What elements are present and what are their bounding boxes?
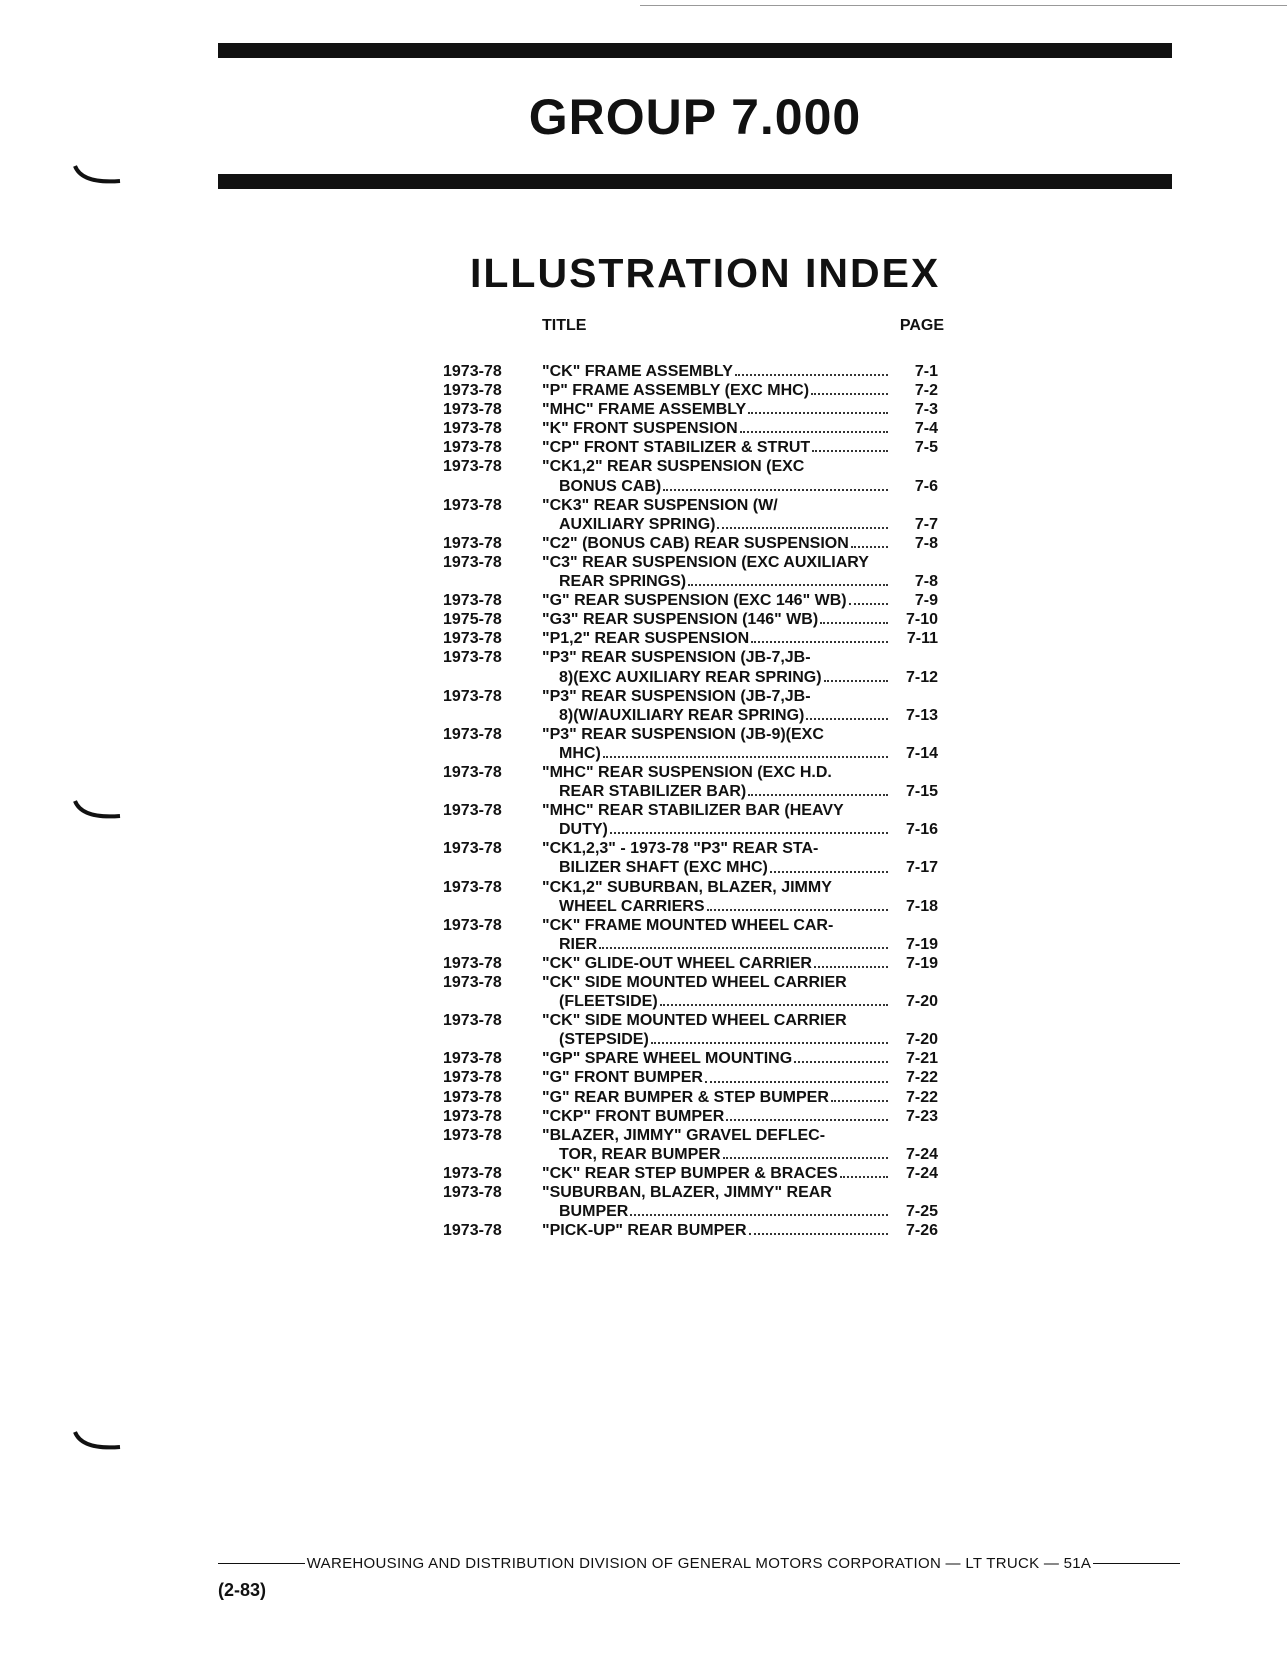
index-entry: [443, 1183, 983, 1221]
entry-title-text: DUTY): [559, 821, 608, 839]
entry-year: 1973-78: [443, 534, 502, 552]
entry-year: 1973-78: [443, 687, 502, 705]
entry-title-line: [542, 629, 892, 648]
entry-title-text: BILIZER SHAFT (EXC MHC): [559, 859, 768, 877]
entry-title-line: [542, 858, 892, 877]
entry-year: 1973-78: [443, 439, 502, 457]
dot-leader: [610, 820, 888, 834]
index-entry: [443, 916, 983, 954]
entry-title-text: "CK" GLIDE-OUT WHEEL CARRIER: [542, 954, 812, 972]
dot-leader: [660, 992, 888, 1006]
entry-year: 1973-78: [443, 592, 502, 610]
entry-title-line: [542, 820, 892, 839]
entry-title: [542, 916, 892, 954]
entry-title-line: [542, 1183, 892, 1202]
entry-title-text: "MHC" REAR SUSPENSION (EXC H.D.: [542, 763, 832, 781]
entry-title-line: [542, 419, 892, 438]
entry-page-number: 7-1: [914, 363, 938, 380]
entry-title-text: 8)(W/AUXILIARY REAR SPRING): [559, 706, 805, 724]
entry-title-text: "G3" REAR SUSPENSION (146" WB): [542, 611, 819, 629]
index-entry: [443, 381, 983, 400]
entry-title-text: AUXILIARY SPRING): [559, 515, 716, 533]
entry-page-number: 7-22: [905, 1069, 938, 1087]
dot-leader: [723, 1145, 889, 1159]
entry-title-line: [542, 438, 892, 457]
entry-year: 1973-78: [443, 916, 502, 934]
index-entry: [443, 1126, 983, 1164]
entry-title-text: "P3" REAR SUSPENSION (JB-9)(EXC: [542, 725, 824, 743]
entry-title-line: [542, 1164, 892, 1183]
entry-title-line: [542, 648, 892, 667]
entry-year: 1975-78: [443, 611, 502, 629]
binder-hook-mark: [72, 1430, 124, 1452]
entry-page-number: 7-12: [905, 668, 938, 686]
entry-page-number: 7-24: [905, 1164, 938, 1182]
entry-title-line: [542, 1068, 892, 1087]
entry-title-line: [542, 515, 892, 534]
entry-title-line: [542, 687, 892, 706]
dot-leader: [630, 1202, 888, 1216]
index-entry: [443, 763, 983, 801]
entry-title-text: "MHC" REAR STABILIZER BAR (HEAVY: [542, 802, 844, 820]
entry-title-text: WHEEL CARRIERS: [559, 897, 705, 915]
index-entry: [443, 438, 983, 457]
page-column-header: PAGE: [899, 317, 944, 334]
entry-title-line: [542, 400, 892, 419]
entry-title: [542, 1107, 892, 1126]
entry-title: [542, 400, 892, 419]
dot-leader: [770, 858, 888, 872]
entry-year: 1973-78: [443, 363, 502, 380]
dot-leader: [831, 1088, 888, 1102]
dot-leader: [735, 362, 888, 376]
entry-title-text: "CK1,2,3" - 1973-78 "P3" REAR STA-: [542, 840, 819, 858]
index-entry: [443, 648, 983, 686]
entry-page-number: 7-25: [905, 1203, 938, 1221]
index-entry: [443, 400, 983, 419]
entry-title: [542, 419, 892, 438]
dot-leader: [717, 515, 888, 529]
entry-title-line: [542, 668, 892, 687]
entry-page-number: 7-21: [905, 1050, 938, 1068]
entry-title: [542, 801, 892, 839]
entry-title-line: [542, 897, 892, 916]
entry-title: [542, 553, 892, 591]
entry-title: [542, 534, 892, 553]
index-entry: [443, 610, 983, 629]
title-column-header: TITLE: [542, 317, 587, 334]
entry-year: 1973-78: [443, 382, 502, 400]
dot-leader: [740, 419, 888, 433]
entry-title-line: [542, 878, 892, 897]
index-entry: [443, 973, 983, 1011]
entry-title: [542, 648, 892, 686]
entry-title: [542, 1049, 892, 1068]
entry-title: [542, 725, 892, 763]
entry-page-number: 7-22: [905, 1088, 938, 1106]
entry-title-text: "CK1,2" REAR SUSPENSION (EXC: [542, 458, 805, 476]
dot-leader: [663, 477, 888, 491]
entry-year: 1973-78: [443, 1164, 502, 1182]
entry-title-line: [542, 954, 892, 973]
index-title: ILLUSTRATION INDEX: [470, 250, 941, 296]
entry-year: 1973-78: [443, 553, 502, 571]
entry-title: [542, 1221, 892, 1240]
entry-title-text: "CK" SIDE MOUNTED WHEEL CARRIER: [542, 1012, 847, 1030]
entry-title: [542, 496, 892, 534]
entry-title-line: [542, 935, 892, 954]
dot-leader: [707, 897, 889, 911]
index-entry: [443, 629, 983, 648]
entry-title-text: "MHC" FRAME ASSEMBLY: [542, 401, 747, 419]
index-entry: [443, 496, 983, 534]
entry-year: 1973-78: [443, 1050, 502, 1068]
entry-title-line: [542, 496, 892, 515]
entry-title-text: RIER: [559, 935, 598, 953]
dot-leader: [599, 935, 888, 949]
binder-hook-mark: [72, 164, 124, 186]
index-entry: [443, 1164, 983, 1183]
entry-title-line: [542, 1088, 892, 1107]
index-entries: [443, 362, 983, 1240]
top-edge-rule: [640, 5, 1287, 6]
entry-title-line: [542, 1049, 892, 1068]
entry-year: 1973-78: [443, 401, 502, 419]
dot-leader: [849, 591, 888, 605]
entry-title: [542, 1088, 892, 1107]
entry-page-number: 7-16: [905, 821, 938, 839]
entry-title-line: [542, 992, 892, 1011]
footer-code: (2-83): [218, 1580, 267, 1600]
entry-title-line: [542, 706, 892, 725]
entry-title-text: "G" REAR SUSPENSION (EXC 146" WB): [542, 592, 847, 610]
entry-title: [542, 878, 892, 916]
entry-title: [542, 954, 892, 973]
entry-title-text: BONUS CAB): [559, 477, 662, 495]
entry-title-text: "GP" SPARE WHEEL MOUNTING: [542, 1050, 793, 1068]
dot-leader: [812, 438, 888, 452]
entry-year: 1973-78: [443, 763, 502, 781]
index-entry: [443, 362, 983, 381]
entry-title-text: "CK" FRAME MOUNTED WHEEL CAR-: [542, 916, 834, 934]
entry-title-line: [542, 1011, 892, 1030]
entry-title-text: REAR SPRINGS): [559, 573, 687, 591]
dot-leader: [751, 629, 888, 643]
entry-title-text: "PICK-UP" REAR BUMPER: [542, 1222, 747, 1240]
entry-page-number: 7-2: [914, 382, 938, 400]
index-entry: [443, 534, 983, 553]
entry-title-text: "G" FRONT BUMPER: [542, 1069, 703, 1087]
entry-year: 1973-78: [443, 1069, 502, 1087]
entry-title-line: [542, 1107, 892, 1126]
entry-page-number: 7-23: [905, 1107, 938, 1125]
entry-page-number: 7-6: [914, 477, 938, 495]
entry-year: 1973-78: [443, 496, 502, 514]
entry-title-line: [542, 457, 892, 476]
entry-page-number: 7-8: [914, 573, 938, 591]
entry-page-number: 7-13: [905, 706, 938, 724]
entry-page-number: 7-18: [905, 897, 938, 915]
entry-title-line: [542, 534, 892, 553]
entry-title: [542, 1126, 892, 1164]
entry-title-text: "P1,2" REAR SUSPENSION: [542, 630, 750, 648]
entry-year: 1973-78: [443, 974, 502, 991]
entry-year: 1973-78: [443, 1107, 502, 1125]
entry-title-text: "BLAZER, JIMMY" GRAVEL DEFLEC-: [542, 1126, 826, 1144]
bottom-heavy-rule: [218, 174, 1172, 189]
entry-title-line: [542, 381, 892, 400]
footer: [218, 1555, 1180, 1572]
entry-title-text: "CK3" REAR SUSPENSION (W/: [542, 496, 778, 514]
dot-leader: [705, 1068, 888, 1082]
entry-title-line: [542, 553, 892, 572]
entry-page-number: 7-19: [905, 935, 938, 953]
dot-leader: [820, 610, 888, 624]
index-entry: [443, 419, 983, 438]
entry-title: [542, 687, 892, 725]
entry-page-number: 7-3: [914, 401, 938, 419]
entry-title-text: TOR, REAR BUMPER: [559, 1145, 721, 1163]
index-entry: [443, 839, 983, 877]
entry-title-text: "P3" REAR SUSPENSION (JB-7,JB-: [542, 687, 811, 705]
entry-page-number: 7-20: [905, 993, 938, 1011]
entry-page-number: 7-20: [905, 1031, 938, 1049]
entry-page-number: 7-19: [905, 954, 938, 972]
dot-leader: [726, 1107, 888, 1121]
entry-title-text: "CK" SIDE MOUNTED WHEEL CARRIER: [542, 974, 847, 991]
index-entry: [443, 1221, 983, 1240]
entry-year: 1973-78: [443, 840, 502, 858]
entry-year: 1973-78: [443, 1012, 502, 1030]
entry-year: 1973-78: [443, 420, 502, 438]
entry-title: [542, 591, 892, 610]
entry-title-line: [542, 1030, 892, 1049]
entry-title-line: [542, 591, 892, 610]
entry-year: 1973-78: [443, 1126, 502, 1144]
index-entry: [443, 591, 983, 610]
entry-title: [542, 839, 892, 877]
entry-year: 1973-78: [443, 802, 502, 820]
entry-year: 1973-78: [443, 1088, 502, 1106]
entry-title-line: [542, 801, 892, 820]
entry-title-text: "G" REAR BUMPER & STEP BUMPER: [542, 1088, 829, 1106]
entry-title-line: [542, 763, 892, 782]
entry-title-text: REAR STABILIZER BAR): [559, 783, 747, 801]
entry-page-number: 7-5: [914, 439, 938, 457]
entry-title-line: [542, 362, 892, 381]
footer-text: WAREHOUSING AND DISTRIBUTION DIVISION OF GENERAL MOTORS CORPORATION — LT TRUCK — 51A: [306, 1555, 1092, 1572]
entry-title-line: [542, 839, 892, 858]
dot-leader: [840, 1164, 888, 1178]
entry-page-number: 7-4: [914, 420, 938, 438]
group-title: GROUP 7.000: [528, 89, 862, 145]
entry-page-number: 7-26: [905, 1222, 938, 1240]
dot-leader: [811, 381, 888, 395]
footer-rule-left: [218, 1563, 305, 1564]
entry-page-number: 7-10: [905, 611, 938, 629]
entry-title-text: "CK" FRAME ASSEMBLY: [542, 363, 733, 380]
entry-title-text: (FLEETSIDE): [559, 993, 658, 1011]
entry-title-text: MHC): [559, 744, 601, 762]
binder-hook-mark: [72, 799, 124, 821]
entry-title: [542, 629, 892, 648]
entry-page-number: 7-15: [905, 783, 938, 801]
dot-leader: [748, 782, 888, 796]
entry-page-number: 7-8: [914, 534, 938, 552]
index-entry: [443, 878, 983, 916]
index-entry: [443, 1011, 983, 1049]
entry-year: 1973-78: [443, 630, 502, 648]
entry-title-text: "C3" REAR SUSPENSION (EXC AUXILIARY: [542, 553, 869, 571]
index-entry: [443, 1088, 983, 1107]
entry-title-text: "K" FRONT SUSPENSION: [542, 420, 738, 438]
dot-leader: [651, 1030, 888, 1044]
entry-title-text: (STEPSIDE): [559, 1031, 649, 1049]
entry-title: [542, 1183, 892, 1221]
index-entry: [443, 687, 983, 725]
entry-title: [542, 973, 892, 1011]
index-entry: [443, 954, 983, 973]
entry-title-line: [542, 477, 892, 496]
entry-title-text: "SUBURBAN, BLAZER, JIMMY" REAR: [542, 1184, 832, 1202]
dot-leader: [603, 744, 888, 758]
entry-title-line: [542, 744, 892, 763]
entry-page-number: 7-17: [905, 859, 938, 877]
dot-leader: [824, 668, 888, 682]
dot-leader: [749, 1221, 888, 1235]
entry-title: [542, 763, 892, 801]
entry-title: [542, 381, 892, 400]
entry-title-line: [542, 973, 892, 992]
entry-title-line: [542, 610, 892, 629]
entry-page-number: 7-24: [905, 1145, 938, 1163]
index-entry: [443, 801, 983, 839]
entry-title-line: [542, 916, 892, 935]
dot-leader: [688, 572, 888, 586]
dot-leader: [814, 954, 888, 968]
entry-title: [542, 438, 892, 457]
entry-title: [542, 1011, 892, 1049]
entry-year: 1973-78: [443, 458, 502, 476]
index-entry: [443, 553, 983, 591]
entry-title-text: "P" FRAME ASSEMBLY (EXC MHC): [542, 382, 810, 400]
entry-title-line: [542, 1221, 892, 1240]
index-entry: [443, 1049, 983, 1068]
index-entry: [443, 457, 983, 495]
entry-page-number: 7-7: [914, 515, 938, 533]
entry-year: 1973-78: [443, 954, 502, 972]
dot-leader: [794, 1049, 888, 1063]
index-entry: [443, 1068, 983, 1087]
entry-title-line: [542, 782, 892, 801]
entry-title-text: "P3" REAR SUSPENSION (JB-7,JB-: [542, 649, 811, 667]
entry-year: 1973-78: [443, 1222, 502, 1240]
entry-year: 1973-78: [443, 725, 502, 743]
entry-title: [542, 362, 892, 381]
entry-title-text: BUMPER: [559, 1203, 629, 1221]
entry-title-line: [542, 572, 892, 591]
dot-leader: [851, 534, 888, 548]
entry-year: 1973-78: [443, 878, 502, 896]
entry-page-number: 7-9: [914, 592, 938, 610]
entry-title-text: "C2" (BONUS CAB) REAR SUSPENSION: [542, 534, 849, 552]
dot-leader: [748, 400, 888, 414]
entry-title-text: "CKP" FRONT BUMPER: [542, 1107, 725, 1125]
index-entry: [443, 725, 983, 763]
entry-page-number: 7-14: [905, 744, 938, 762]
entry-title-text: "CK1,2" SUBURBAN, BLAZER, JIMMY: [542, 878, 832, 896]
entry-title-line: [542, 725, 892, 744]
entry-page-number: 7-11: [906, 630, 938, 648]
entry-year: 1973-78: [443, 649, 502, 667]
entry-title: [542, 610, 892, 629]
entry-title-text: "CP" FRONT STABILIZER & STRUT: [542, 439, 811, 457]
entry-title-text: 8)(EXC AUXILIARY REAR SPRING): [559, 668, 822, 686]
entry-title: [542, 1068, 892, 1087]
entry-title-text: "CK" REAR STEP BUMPER & BRACES: [542, 1164, 838, 1182]
entry-title-line: [542, 1202, 892, 1221]
top-heavy-rule: [218, 43, 1172, 58]
entry-title: [542, 457, 892, 495]
entry-title: [542, 1164, 892, 1183]
index-entry: [443, 1107, 983, 1126]
entry-title-line: [542, 1145, 892, 1164]
entry-year: 1973-78: [443, 1184, 502, 1202]
entry-title-line: [542, 1126, 892, 1145]
footer-rule-right: [1093, 1563, 1180, 1564]
dot-leader: [806, 706, 888, 720]
